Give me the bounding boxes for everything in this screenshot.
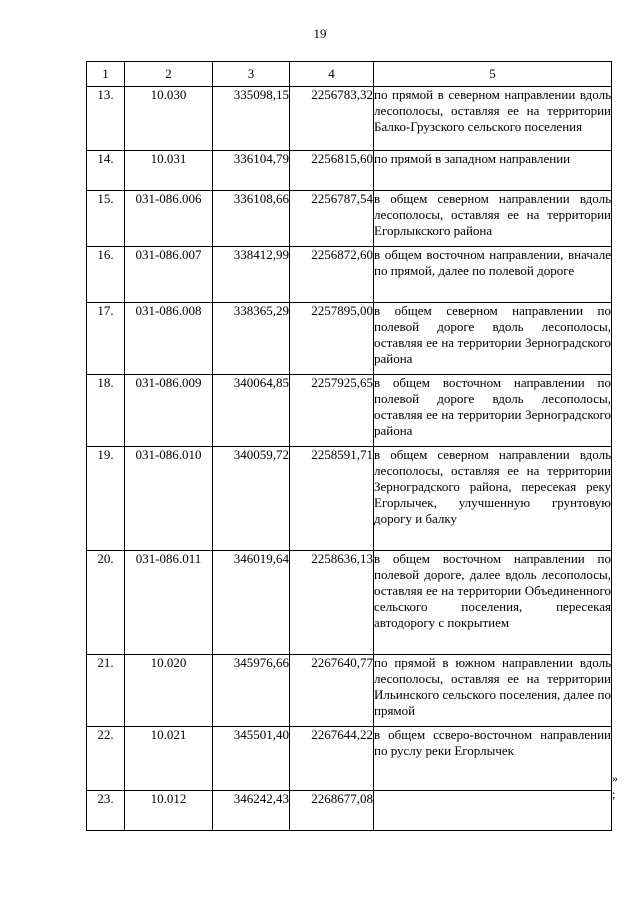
table-row [87, 303, 612, 375]
y-coordinate: 2256815,60 [290, 151, 374, 191]
table-row [87, 655, 612, 727]
x-coordinate: 346019,64 [213, 551, 290, 655]
point-code: 10.031 [125, 151, 213, 191]
table-row [87, 375, 612, 447]
y-coordinate: 2257895,00 [290, 303, 374, 375]
y-coordinate: 2267640,77 [290, 655, 374, 727]
boundary-description: в общем северном направлении вдоль лесополосы, оставляя ее на территории Егорлыкского района [374, 191, 612, 247]
point-code: 031-086.009 [125, 375, 213, 447]
column-header: 1 [87, 62, 125, 87]
closing-marks [612, 770, 618, 802]
table-row [87, 191, 612, 247]
x-coordinate: 345501,40 [213, 727, 290, 791]
boundary-description: в общем восточном направлении по полевой дороге, далее вдоль лесополосы, оставляя ее на территории Объединенного сельского поселения, пересекая автодорогу с покрытием [374, 551, 612, 655]
point-code: 10.012 [125, 791, 213, 831]
point-code: 10.030 [125, 87, 213, 151]
x-coordinate: 335098,15 [213, 87, 290, 151]
column-header: 3 [213, 62, 290, 87]
column-header: 2 [125, 62, 213, 87]
row-number: 22. [87, 727, 125, 791]
y-coordinate: 2256872,60 [290, 247, 374, 303]
row-number: 13. [87, 87, 125, 151]
boundary-description: в общем восточном направлении, вначале по прямой, далее по полевой дороге [374, 247, 612, 303]
table-row [87, 87, 612, 151]
x-coordinate: 338365,29 [213, 303, 290, 375]
row-number: 18. [87, 375, 125, 447]
table-row [87, 247, 612, 303]
boundary-description: в общем северном направлении по полевой дороге вдоль лесополосы, оставляя ее на территории Зерноградского района [374, 303, 612, 375]
table-row [87, 447, 612, 551]
y-coordinate: 2258591,71 [290, 447, 374, 551]
x-coordinate: 345976,66 [213, 655, 290, 727]
table-row [87, 727, 612, 791]
point-code: 10.020 [125, 655, 213, 727]
page-number: 19 [313, 26, 327, 41]
boundary-points-table [86, 61, 612, 831]
point-code: 031-086.010 [125, 447, 213, 551]
point-code: 031-086.006 [125, 191, 213, 247]
table-row [87, 151, 612, 191]
table-row [87, 551, 612, 655]
boundary-description [374, 791, 612, 831]
row-number: 14. [87, 151, 125, 191]
row-number: 20. [87, 551, 125, 655]
y-coordinate: 2267644,22 [290, 727, 374, 791]
row-number: 23. [87, 791, 125, 831]
x-coordinate: 336104,79 [213, 151, 290, 191]
x-coordinate: 340059,72 [213, 447, 290, 551]
y-coordinate: 2256783,32 [290, 87, 374, 151]
boundary-description: по прямой в северном направлении вдоль лесополосы, оставляя ее на территории Балко-Грузского сельского поселения [374, 87, 612, 151]
boundary-description: по прямой в южном направлении вдоль лесополосы, оставляя ее на территории Ильинского сельского поселения, далее по прямой [374, 655, 612, 727]
x-coordinate: 338412,99 [213, 247, 290, 303]
y-coordinate: 2257925,65 [290, 375, 374, 447]
x-coordinate: 340064,85 [213, 375, 290, 447]
row-number: 15. [87, 191, 125, 247]
row-number: 19. [87, 447, 125, 551]
x-coordinate: 336108,66 [213, 191, 290, 247]
table-header-row [87, 62, 612, 87]
table-row [87, 791, 612, 831]
x-coordinate: 346242,43 [213, 791, 290, 831]
point-code: 10.021 [125, 727, 213, 791]
boundary-description: в общем восточном направлении по полевой дороге вдоль лесополосы, оставляя ее на территории Зерноградского района [374, 375, 612, 447]
row-number: 21. [87, 655, 125, 727]
point-code: 031-086.008 [125, 303, 213, 375]
closing-quote: » [612, 771, 618, 785]
row-number: 17. [87, 303, 125, 375]
row-number: 16. [87, 247, 125, 303]
point-code: 031-086.011 [125, 551, 213, 655]
boundary-description: в общем ссверо-восточном направлении по руслу реки Егорлычек [374, 727, 612, 791]
column-header: 4 [290, 62, 374, 87]
y-coordinate: 2268677,08 [290, 791, 374, 831]
column-header: 5 [374, 62, 612, 87]
closing-semicolon: ; [612, 787, 616, 801]
table-body [87, 87, 612, 831]
y-coordinate: 2256787,54 [290, 191, 374, 247]
boundary-description: в общем северном направлении вдоль лесополосы, оставляя ее на территории Зерноградского района, пересекая реку Егорлычек, улучшенную грунтовую дорогу и балку [374, 447, 612, 551]
y-coordinate: 2258636,13 [290, 551, 374, 655]
boundary-description: по прямой в западном направлении [374, 151, 612, 191]
point-code: 031-086.007 [125, 247, 213, 303]
